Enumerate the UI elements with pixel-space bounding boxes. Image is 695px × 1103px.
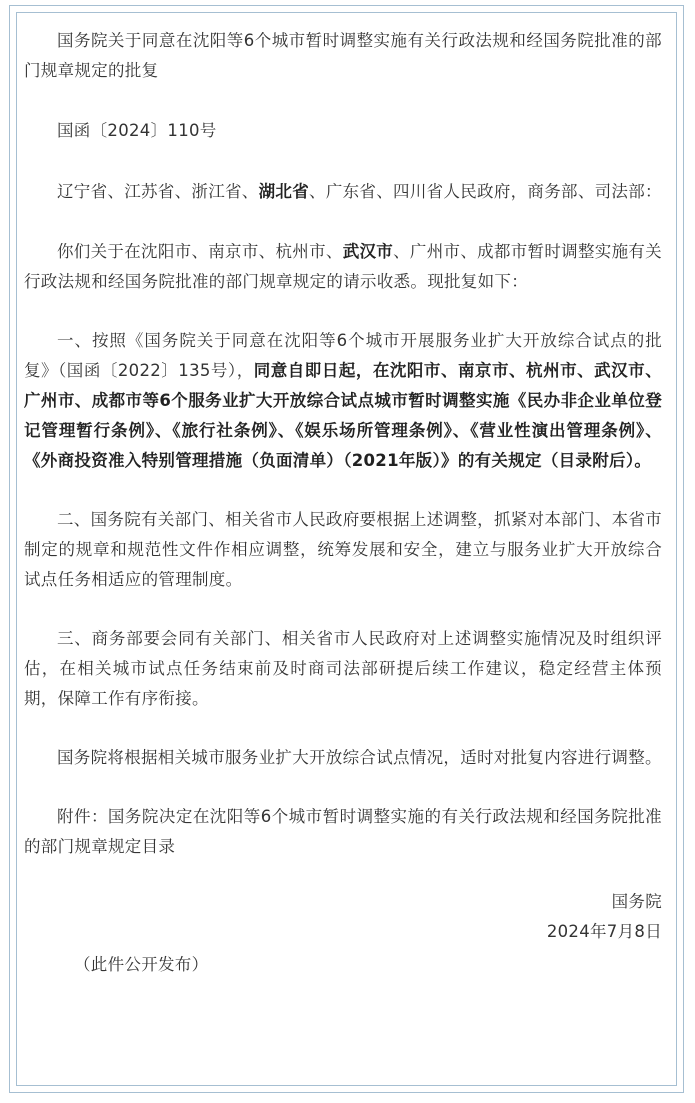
release-note: （此件公开发布） [74,955,209,974]
opening-bold: 武汉市 [342,242,394,261]
addressees-bold: 湖北省 [258,182,310,201]
opening-part2: 、广州市、成都市暂时调整实施有关行政法规和经国务院批准的部门规章规定的请示收悉。现批复如下： [24,242,662,291]
closing-paragraph: 国务院将根据相关城市服务业扩大开放综合试点情况，适时对批复内容进行调整。 [57,748,662,767]
item-three-paragraph: 三、商务部要会同有关部门、相关省市人民政府对上述调整实施情况及时组织评估，在相关城市试点任务结束前及时商司法部研提后续工作建议，稳定经营主体预期，保障工作有序衔接。 [24,629,662,708]
attachment-paragraph: 附件：国务院决定在沈阳等6个城市暂时调整实施的有关行政法规和经国务院批准的部门规章规定目录 [24,807,662,856]
item-one-plain: 一、按照《国务院关于同意在沈阳等6个城市开展服务业扩大开放综合试点的批复》（国函〔2022〕135号）， [24,331,662,380]
opening-paragraph [24,237,662,297]
document-body [24,26,662,980]
addressees-part2: 、广东省、四川省人民政府，商务部、司法部： [309,182,662,201]
opening-part1: 你们关于在沈阳市、南京市、杭州市、 [57,242,343,261]
item-one-bold: 同意自即日起，在沈阳市、南京市、杭州市、武汉市、广州市、成都市等6个服务业扩大开放综合试点城市暂时调整实施《民办非企业单位登记管理暂行条例》、《旅行社条例》、《娱乐场所管理条例》、《营业性演出管理条例》、《外商投资准入特别管理措施（负面清单）（2021年版）》的有关规定（目录附后）。 [24,361,662,470]
signature-block [24,887,662,947]
addressees [24,177,662,207]
signature-date: 2024年7月8日 [546,922,662,941]
item-one-paragraph [24,326,662,476]
item-two-paragraph: 二、国务院有关部门、相关省市人民政府要根据上述调整，抓紧对本部门、本省市制定的规章和规范性文件作相应调整，统筹发展和安全，建立与服务业扩大开放综合试点任务相适应的管理制度。 [24,510,662,589]
document-title: 国务院关于同意在沈阳等6个城市暂时调整实施有关行政法规和经国务院批准的部门规章规定的批复 [24,31,662,80]
signature-org: 国务院 [611,892,662,911]
document-number: 国函〔2024〕110号 [57,121,217,140]
addressees-part1: 辽宁省、江苏省、浙江省、 [57,182,259,201]
